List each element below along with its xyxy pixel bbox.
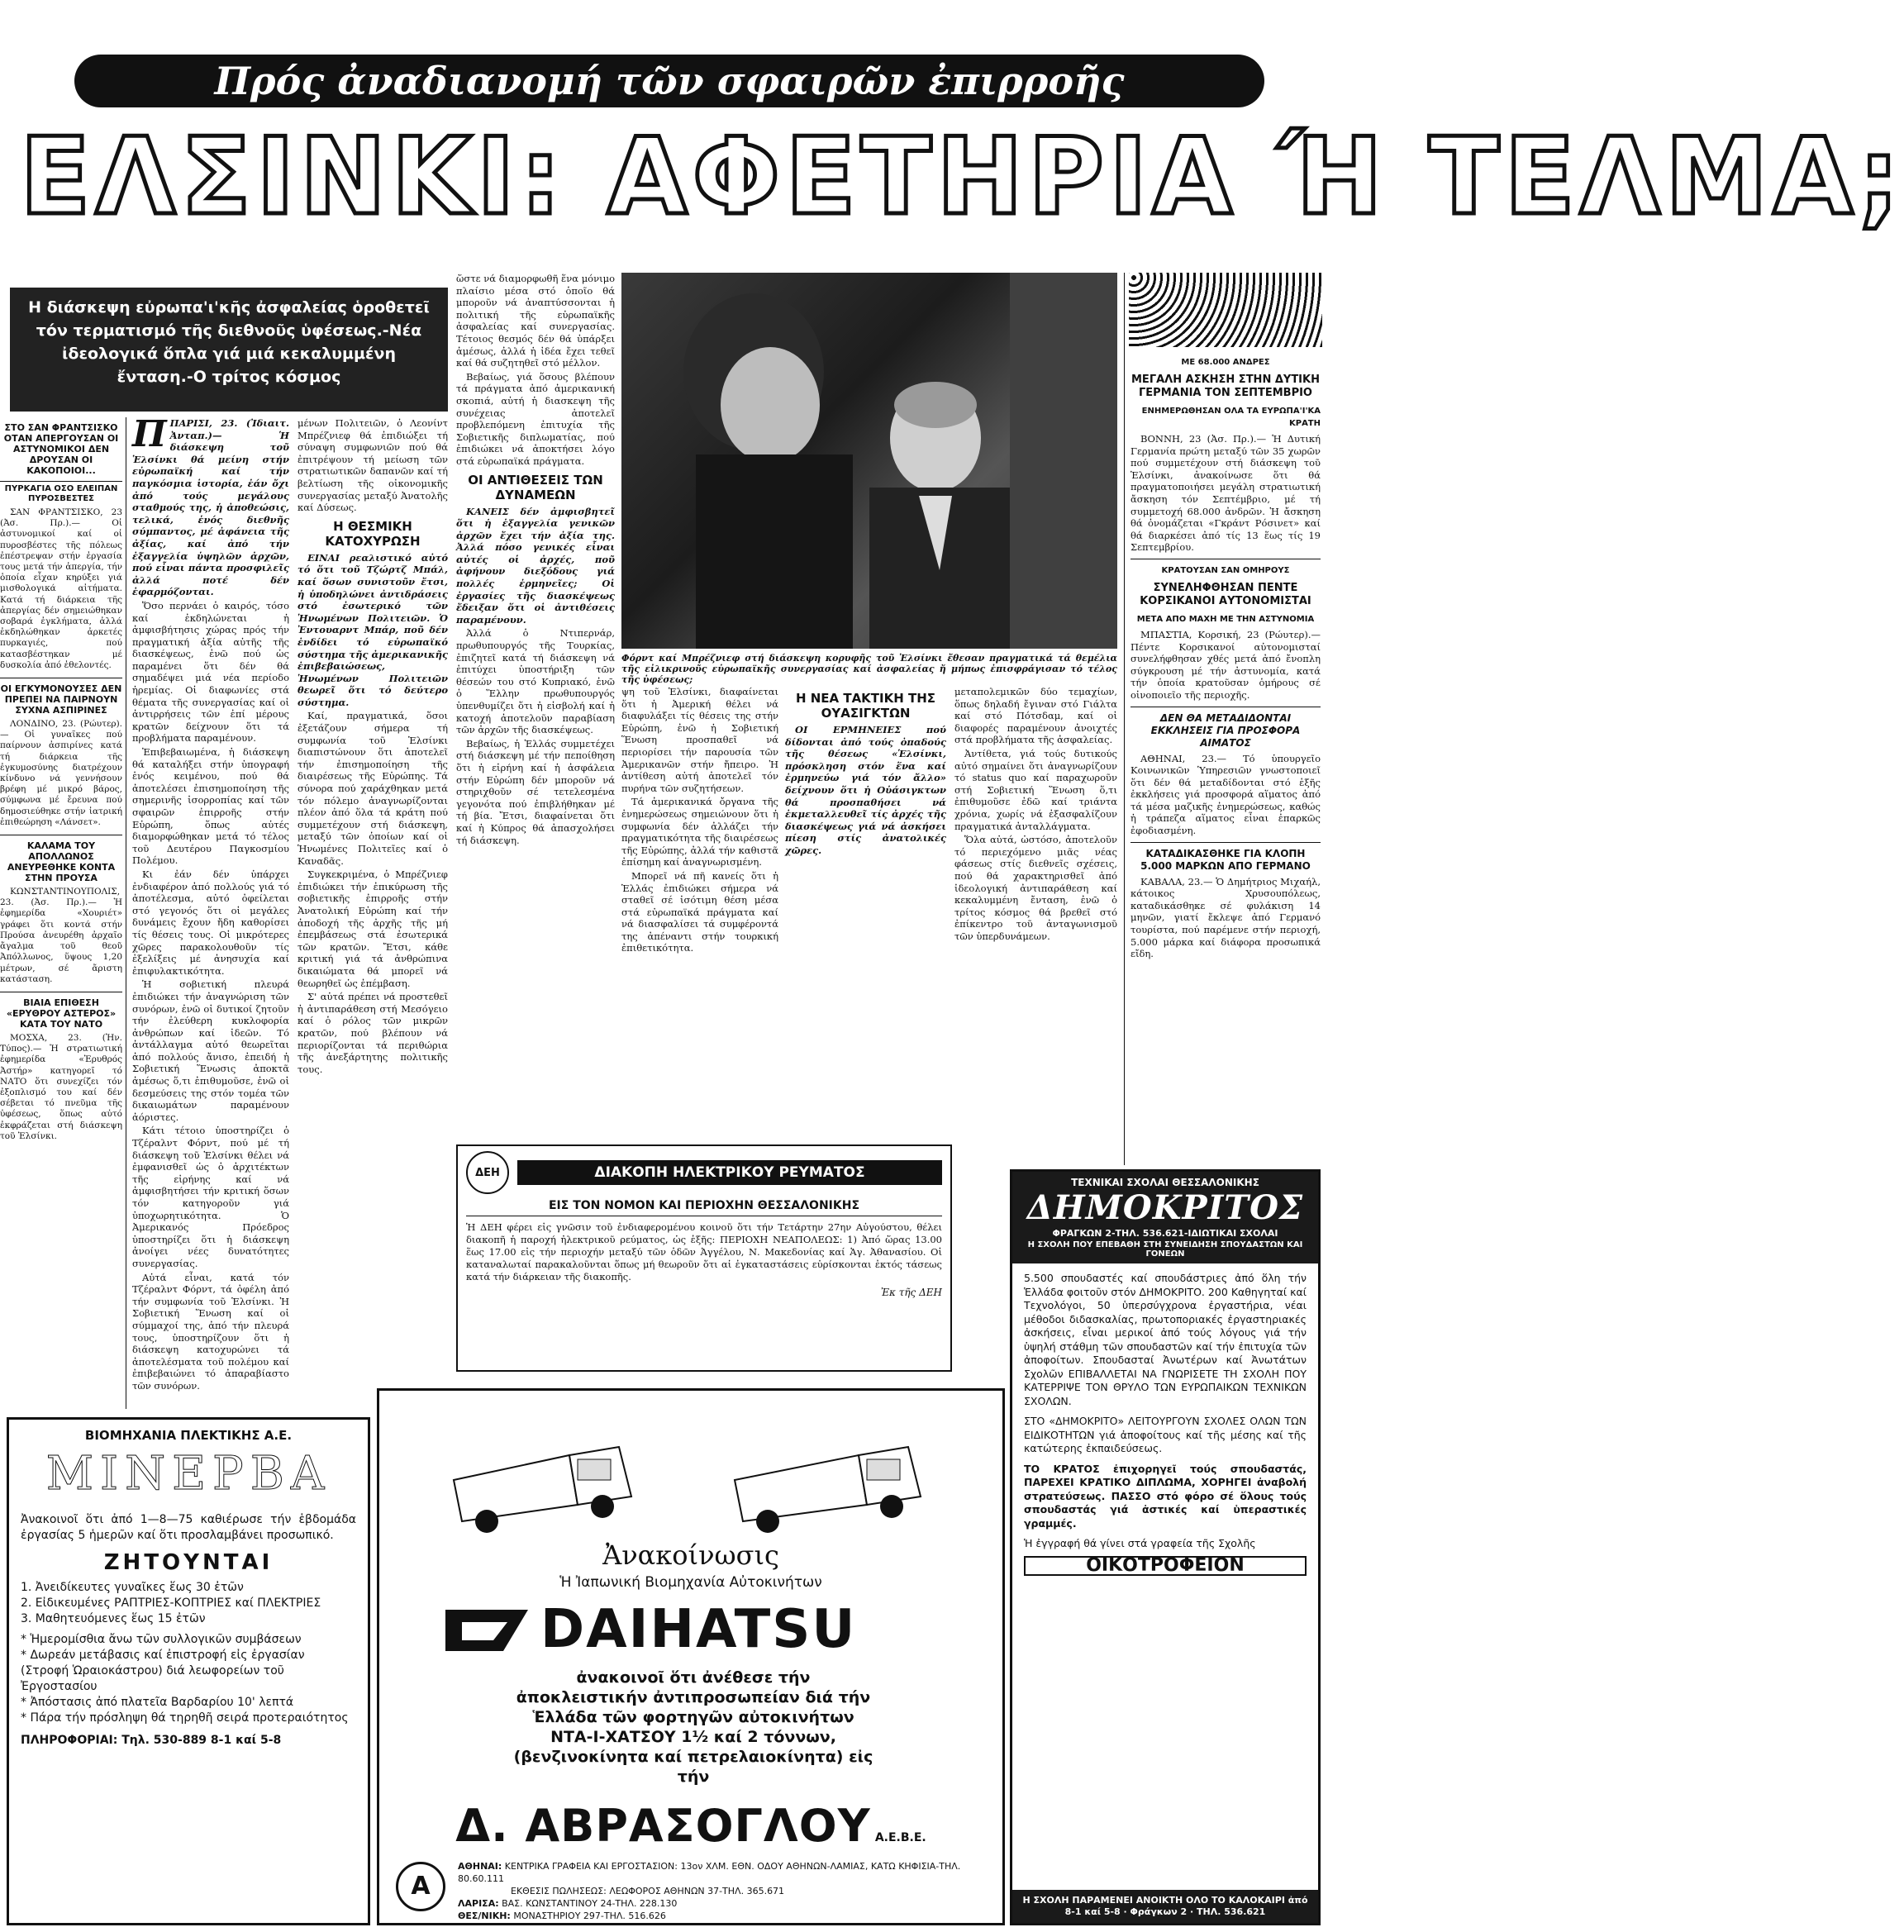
- right-news-3-head: ΔΕΝ ΘΑ ΜΕΤΑΔΙΔΟΝΤΑΙ ΕΚΚΛΗΣΕΙΣ ΓΙΑ ΠΡΟΣΦΟΡΑ ΑΙΜΑΤΟΣ: [1150, 711, 1301, 749]
- main-article-lead: [132, 413, 289, 598]
- address-2: ΕΚΘΕΣΙΣ ΠΩΛΗΣΕΩΣ: ΛΕΩΦΟΡΟΣ ΑΘΗΝΩΝ 37-ΤΗΛ. 365.671: [511, 1886, 785, 1896]
- democritos-p3: ΤΟ ΚΡΑΤΟΣ ἐπιχορηγεῖ τούς σπουδαστάς, ΠΑΡΕΧΕΙ ΚΡΑΤΙΚΟ ΔΙΠΛΩΜΑ, ΧΟΡΗΓΕΙ ἀναβολή στρατεύσεως. ΠΑΣΣΟ στό φόρο σέ ὅλους τούς σπουδαστάς γιά ἀστικές καί ὑπεραστικές γραμμές.: [1024, 1462, 1307, 1530]
- news-item-3-head: ΚΑΛΑΜΑ ΤΟΥ ΑΠΟΛΛΩΝΟΣ ΑΝΕΥΡΕΘΗΚΕ ΚΟΝΤΑ ΣΤΗΝ ΠΡΟΥΣΑ: [7, 840, 116, 884]
- minerva-heading: ΖΗΤΟΥΝΤΑΙ: [103, 1550, 274, 1575]
- right-pattern-box: [1129, 273, 1322, 347]
- minerva-item-3: 3. Μαθητευόμενες ἕως 15 ἐτῶν: [21, 1612, 206, 1625]
- minerva-item-2: 2. Εἰδικευμένες ΡΑΠΤΡΙΕΣ-ΚΟΠΤΡΙΕΣ καί ΠΛΕΚΤΡΙΕΣ: [21, 1597, 321, 1610]
- avrasoglou-logo-icon: Α: [396, 1862, 445, 1911]
- col-b-heading: Η ΘΕΣΜΙΚΗ ΚΑΤΟΧΥΡΩΣΗ: [325, 518, 421, 549]
- lead-box-text: Η διάσκεψη εὐρωπα'ι'κῆς ἀσφαλείας ὁροθετεῖ τόν τερματισμό τῆς διεθνοῦς ὑφέσεως.-Νέα ἰδεολογικά ὅπλα γιά μιά κεκαλυμμένη ἔνταση.-Ο τρίτος κόσμος: [28, 298, 430, 386]
- col-c-p5: Βεβαίως, ἡ Ἑλλάς συμμετέχει στή διάσκεψη μέ τήν πεποίθηση ὅτι ἡ εἰρήνη καί ἡ ἀσφάλεια στήν Εὐρώπη δέν μποροῦν νά στηριχθοῦν σέ τετελεσμένα γεγονότα πού ἐπιβλήθηκαν μέ τή βία. Ἔτσι, διαφαίνεται ὅτι καί ἡ Κύπρος θά ἀπασχολήσει τή διάσκεψη.: [456, 737, 615, 846]
- democritos-p4: Ἡ ἐγγραφή θά γίνει στά γραφεία τῆς Σχολῆς: [1024, 1537, 1256, 1549]
- main-intro: — Ἡ διάσκεψη τοῦ Ἑλσίνκι θά μείνη στήν εὐρωπαϊκή καί τήν παγκόσμια ἱστορία, ἐάν ὄχι ἀπό τούς μεγάλους σταθμούς της, ἡ ἀποθεώσις, τελικά, ἑνός διεθνῆς σύμπαντος, μέ ἀφάνεια τῆς ἀξίας, καί ἀπό τήν ἐξαγγελία ὑψηλῶν ἀρχῶν, πού εἶναι πάντα προσφιλεῖς ἀλλά ποτέ δέν ἐφαρμόζονται.: [132, 429, 289, 598]
- news-item-2-head: ΟΙ ΕΓΚΥΜΟΝΟΥΣΕΣ ΔΕΝ ΠΡΕΠΕΙ ΝΑ ΠΑΙΡΝΟΥΝ ΣΥΧΝΑ ΑΣΠΙΡΙΝΕΣ: [0, 683, 122, 716]
- right-d-p2: Ἀντίθετα, γιά τούς δυτικούς αὐτό σημαίνει ὅτι ἀναγνωρίζουν τό status quo καί παραχωροῦν στή Σοβιετική Ἕνωση ὅ,τι ἐπιθυμοῦσε ἐδῶ καί τριάντα χρόνια, χωρίς νά ἐξασφαλίζουν πραγματικά ἀνταλλάγματα.: [954, 747, 1117, 832]
- col-c-p4: Ἀλλά ὁ Ντιπερνάρ, πρωθυπουργός τῆς Τουρκίας, ἐπιζητεῖ κατά τή διάσκεψη νά ἐπιτύχει ὑποστήριξη τῶν θέσεών του στό Κυπριακό, ἐνῶ ὁ Ἕλλην πρωθυπουργός ὑπενθυμίζει ὅτι ἡ εἰσβολή καί ἡ κατοχή ἀποτελοῦν παραβίαση τῶν ἀρχῶν τῆς διασκέψεως.: [456, 627, 615, 736]
- daihatsu-dealer-name: Δ. ΑΒΡΑΣΟΓΛΟΥ: [455, 1800, 871, 1852]
- daihatsu-ad: [377, 1388, 1005, 1925]
- main-article-p2: Ἐπιβεβαιωμένα, ἡ διάσκεψη θά καταλήξει στήν ὑπογραφή ἑνός κειμένου, πού θά ἀποτελέσει ἐπισημοποίηση τῆς σημερινῆς ἰσορροπίας καί τῶν σφαιρῶν ἐπιρροῆς στήν Εὐρώπη, ὅπως αὐτές διαμορφώθηκαν μετά τό τέλος τοῦ Δευτέρου Παγκοσμίου Πολέμου.: [132, 746, 289, 867]
- truck-right-icon: [735, 1447, 921, 1533]
- minerva-ad: [7, 1417, 370, 1925]
- lower-middle-p4: Μπορεῖ νά πῆ κανείς ὅτι ἡ Ἑλλάς ἐπιδιώκει σήμερα νά σταθεῖ σέ ἰσότιμη θέση μέσα στά εὐρωπαϊκά πράγματα καί νά διασφαλίσει τά συμφέροντά της ἀπέναντι στήν τουρκική ἐπιθετικότητα.: [621, 869, 778, 954]
- dei-body: Ἡ ΔΕΗ φέρει εἰς γνῶσιν τοῦ ἐνδιαφερομένου κοινοῦ ὅτι τήν Τετάρτην 27ην Αὐγούστου, θέλει διακοπῆ ἡ παροχή ἠλεκτρικοῦ ρεύματος, ὡς ἑξῆς: ΠΕΡΙΟΧΗ ΝΕΑΠΟΛΕΩΣ: 1) Ἀπό ὥρας 13.00 ἕως 17.00 εἰς τήν περιοχήν μεταξύ τῶν ὁδῶν Ἀγγέλου, Ν. Μακεδονίας καί Ἁγ. Ἀθανασίου. Οἱ καταναλωταί παρακαλοῦνται ὅπως μή θεωροῦν ὅτι αἱ ἐγκαταστάσεις εὑρίσκονται ἐκτός τάσεως κατά τήν διάρκειαν τῆς διακοπῆς.: [466, 1221, 942, 1282]
- daihatsu-dealer-suffix: Α.Ε.Β.Ε.: [874, 1831, 926, 1844]
- truck-illustrations: [379, 1397, 1002, 1538]
- dropcap-p: Π: [132, 413, 167, 455]
- news-item-1-sub: ΠΥΡΚΑΓΙΑ ΟΣΟ ΕΛΕΙΠΑΝ ΠΥΡΟΣΒΕΣΤΕΣ: [0, 481, 122, 504]
- democritos-header: [1012, 1172, 1318, 1263]
- dei-sign: Ἐκ τῆς ΔΕΗ: [880, 1287, 942, 1298]
- lower-middle-p1: ψη τοῦ Ἑλσίνκι, διαφαίνεται ὅτι ἡ Ἀμερική θέλει νά διαφυλάξει τίς θέσεις της στήν Εὐρώπη, ἐνῶ ἡ Σοβιετική Ἕνωση προσπαθεῖ νά περιορίσει τήν παρουσία τῶν Ἀμερικανῶν στήν ἤπειρο. Ἡ ἀντίθεση αὐτή ἀποτελεῖ τόν πυρήνα τῶν συζητήσεων.: [621, 686, 778, 794]
- news-item-3-body: ΚΩΝΣΤΑΝΤΙΝΟΥΠΟΛΙΣ, 23. (Ἀσ. Πρ.).— Ἡ ἐφημερίδα «Χουριέτ» γράφει ὅτι κοντά στήν Προύσα ἀνευρέθη ἀρχαῖο ἄγαλμα τοῦ θεοῦ Ἀπόλλωνος, ὕψους 1,20 μέτρων, σέ ἄριστη κατάσταση.: [0, 887, 122, 984]
- right-news-2-pre: ΚΡΑΤΟΥΣΑΝ ΣΑΝ ΟΜΗΡΟΥΣ: [1161, 565, 1290, 575]
- right-news-4-body: ΚΑΒΑΛΑ, 23.— Ὁ Δημήτριος Μιχαήλ, κάτοικος Χρυσουπόλεως, καταδικάσθηκε σέ φυλάκιση 14 μηνῶν, γιατί ἔκλεψε ἀπό Γερμανό τουρίστα, πού παρέμενε στήν περιοχή, 5.000 μάρκα καί διάφορα προσωπικά εἴδη.: [1130, 875, 1321, 960]
- minerva-item-5: * Δωρεάν μετάβασις καί ἐπιστροφή εἰς ἐργασίαν (Στροφή Ὡραιοκάστρου) διά λεωφορείων τοῦ Ἐργοστασίου: [21, 1649, 305, 1693]
- lower-middle-p2: Τά ἀμερικανικά ὄργανα τῆς ἐνημερώσεως σημειώνουν ὅτι ἡ συμφωνία δέν ἀλλάζει τήν πραγματικότητα τῆς διαιρέσεως τῆς Εὐρώπης, ἀλλά τήν καθιστᾶ ἐπίσημη καί ἀναγνωρισμένη.: [621, 796, 778, 868]
- minerva-item-6: * Ἀπόστασις ἀπό πλατεῖα Βαρδαρίου 10' λεπτά: [21, 1696, 294, 1709]
- news-item-4: [0, 992, 122, 1142]
- right-news-2: [1130, 559, 1321, 702]
- dei-logo-icon: ΔΕΗ: [466, 1151, 509, 1194]
- democritos-body: [1012, 1263, 1318, 1584]
- right-news-1: [1130, 356, 1321, 554]
- right-column-d: [954, 686, 1117, 1140]
- lower-middle-column-1: [621, 686, 778, 1140]
- democritos-pre: ΤΕΧΝΙΚΑΙ ΣΧΟΛΑΙ ΘΕΣΣΑΛΟΝΙΚΗΣ: [1071, 1177, 1259, 1188]
- article-column-b: [298, 417, 448, 1409]
- democritos-address: ΦΡΑΓΚΩΝ 2-ΤΗΛ. 536.621-ΙΔΙΩΤΙΚΑΙ ΣΧΟΛΑΙ: [1052, 1228, 1278, 1239]
- daihatsu-brand: DAIHATSU: [540, 1599, 857, 1660]
- main-article-p5: Κάτι τέτοιο ὑποστηρίζει ὁ Τζέραλντ Φόρντ, πού μέ τή διάσκεψη τοῦ Ἑλσίνκι θέλει νά ἐμφανισθεῖ ὡς ὁ ἀρχιτέκτων τῆς εἰρήνης καί νά ἀμφισβητήσει τήν κριτική ὅσων τόν κατηγοροῦν γιά ὑποχωρητικότητα. Ὁ Ἀμερικανός Πρόεδρος ὑποστηρίζει ὅτι ἡ διάσκεψη ἀνοίγει νέες δυνατότητες συνεργασίας.: [132, 1125, 289, 1269]
- col-c-p3: ΚΑΝΕΙΣ δέν ἀμφισβητεῖ ὅτι ἡ ἐξαγγελία γενικῶν ἀρχῶν ἔχει τήν ἀξία της. Ἀλλά πόσο γενικές εἶναι αὐτές οἱ ἀρχές, ποῦ ἀφήνουν διεξόδους γιά πολλές ἑρμηνεῖες; Οἱ ἐργασίες τῆς διασκέψεως ἔδειξαν ὅτι οἱ ἀντιθέσεις παραμένουν.: [456, 505, 615, 626]
- col-c-p1: ὥστε νά διαμορφωθῆ ἕνα μόνιμο πλαίσιο μέσα στό ὁποῖο θά μποροῦν νά ἀναπτύσσονται ἡ πολιτική τῆς εὐρωπαϊκῆς ἀσφαλείας καί συνεργασίας. Τέτοιος θεσμός δέν θά ὑπάρξει ἀμέσως, ἀλλά ἡ ἰδέα ἔχει τεθεῖ καί θά συζητηθεῖ στό μέλλον.: [456, 273, 615, 369]
- right-news-4: [1130, 842, 1321, 960]
- main-dateline: ΠΑΡΙΣΙ, 23. (Ἰδιαιτ. Ἀνταπ.): [169, 417, 289, 441]
- right-news-1-body: ΒΟΝΝΗ, 23 (Ἀσ. Πρ.).— Ἡ Δυτική Γερμανία πρώτη μεταξύ τῶν 35 χωρῶν πού συμμετέχουν στή διάσκεψη τοῦ Ἑλσίνκι, ἀνακοίνωσε ὅτι θά πραγματοποιήσει μεγάλη στρατιωτική ἄσκηση τόν Σεπτέμβριο, μέ τή συμμετοχή 68.000 ἀνδρῶν. Ἡ ἄσκηση θά ὀνομάζεται «Γκράντ Ρόσινετ» καί θά διαρκέσει ἀπό τίς 13 ἕως τίς 19 Σεπτεμβρίου.: [1130, 433, 1321, 554]
- main-article-p3: Κι ἐάν δέν ὑπάρχει ἐνδιαφέρον ἀπό πολλούς γιά τό ἀποτέλεσμα, αὐτό ὀφείλεται στό γεγονός ὅτι οἱ μεγάλες δυνάμεις ἔχουν ἤδη καθορίσει τίς θέσεις τους. Οἱ μικρότερες χῶρες παρακολουθοῦν τίς ἐξελίξεις μέ ἀνησυχία καί ἐπιφυλακτικότητα.: [132, 868, 289, 977]
- democritos-board: ΟΙΚΟΤΡΟΦΕΙΟΝ: [1024, 1556, 1307, 1577]
- address-4: ΘΕΣ/ΝΙΚΗ: ΜΟΝΑΣΤΗΡΙΟΥ 297-ΤΗΛ. 516.626: [458, 1911, 666, 1921]
- democritos-ad: [1010, 1169, 1321, 1925]
- daihatsu-addresses: [458, 1860, 987, 1922]
- col-c-heading: ΟΙ ΑΝΤΙΘΕΣΕΙΣ ΤΩΝ ΔΥΝΑΜΕΩΝ: [468, 472, 603, 502]
- news-item-3: [0, 835, 122, 985]
- daihatsu-dealer: [379, 1800, 1002, 1852]
- democritos-tag: Η ΣΧΟΛΗ ΠΟΥ ΕΠΕΒΑΘΗ ΣΤΗ ΣΥΝΕΙΔΗΣΗ ΣΠΟΥΔΑΣΤΩΝ ΚΑΙ ΓΟΝΕΩΝ: [1027, 1240, 1303, 1259]
- minerva-contact: ΠΛΗΡΟΦΟΡΙΑΙ: Τηλ. 530-889 8-1 καί 5-8: [21, 1734, 282, 1747]
- headline: ΕΛΣΙΝΚΙ: ΑΦΕΤΗΡΙΑ Ή ΤΕΛΜΑ;: [19, 116, 1904, 239]
- daihatsu-logo-icon: [445, 1606, 536, 1655]
- main-article-p1: Ὅσο περνάει ὁ καιρός, τόσο καί ἐκδηλώνεται ἡ ἀμφισβήτησις χώρας πρός τήν πραγματική ἀξία αὐτῆς τῆς διασκέψεως, ἐνῶ πού ὡς παραμένει ὅτι δέν θά σημαδέψει μιά νέα περίοδο ἠρεμίας. Οἱ διαφωνίες στά θέματα τῆς συνεργασίας καί οἱ ἀντιρρήσεις τῶν ἐπί μέρους κρατῶν δείχνουν ὅτι τά προβλήματα παραμένουν.: [132, 599, 289, 745]
- right-d-p3: Ὅλα αὐτά, ὡστόσο, ἀποτελοῦν τό περιεχόμενο μιᾶς νέας φάσεως στίς διεθνεῖς σχέσεις, πού θά χαρακτηρισθεῖ ἀπό ἰδεολογική ἀντιπαράθεση καί κεκαλυμμένη ἔνταση, ἐνῶ ὁ τρίτος κόσμος θά βρεθεῖ στό ἐπίκεντρο τοῦ ἀνταγωνισμοῦ τῶν ὑπερδυνάμεων.: [954, 834, 1117, 942]
- col-b-p2: ΕΙΝΑΙ ρεαλιστικό αὐτό τό ὅτι τοῦ Τζώρτζ Μπάλ, καί ὅσων συνιστοῦν ἔτσι, ἡ ὑποδηλώνει ἀντιδράσεις στό ἐσωτερικό τῶν Ἡνωμένων Πολιτειῶν. Ὁ Ἐντουαρντ Μπάρ, ποῦ δέν ἐνδίδει τό εὐρωπαϊκό σύστημα τῆς ἀμερικανικῆς ἐπιβεβαιώσεως, Ἡνωμένων Πολιτειῶν θεωρεῖ ὅτι τό δεύτερο σύστημα.: [298, 551, 448, 708]
- col-b-p5: Σ' αὐτά πρέπει νά προστεθεῖ ἡ ἀντιπαράθεση στή Μεσόγειο καί ὁ ρόλος τῶν μικρῶν κρατῶν, πού βλέπουν νά περιορίζονται τά περιθώρια τῆς ἀνεξάρτητης πολιτικῆς τους.: [298, 991, 448, 1075]
- address-3: ΛΑΡΙΣΑ: ΒΑΣ. ΚΩΝΣΤΑΝΤΙΝΟΥ 24-ΤΗΛ. 228.130: [458, 1898, 678, 1909]
- supertitle: Πρός ἀναδιανομή τῶν σφαιρῶν ἐπιρροῆς: [214, 59, 1125, 103]
- right-news-4-head: ΚΑΤΑΔΙΚΑΣΘΗΚΕ ΓΙΑ ΚΛΟΠΗ 5.000 ΜΑΡΚΩΝ ΑΠΟ ΓΕΡΜΑΝΟ: [1140, 847, 1311, 872]
- news-item-1-body: ΣΑΝ ΦΡΑΝΤΣΙΣΚΟ, 23 (Ἀσ. Πρ.).— Οἱ ἀστυνομικοί καί οἱ πυροσβέστες τῆς πόλεως ἐπέστρεψαν στήν ἐργασία τους μετά τήν ἀπεργία, τήν ὁποία εἶχαν κηρύξει γιά μισθολογικά αἰτήματα. Κατά τή διάρκεια τῆς ἀπεργίας δέν σημειώθηκαν σοβαρά ἐγκλήματα, ἀλλά ἐκδηλώθηκαν ἀρκετές πυρκαγιές, πού κατασβέστηκαν μέ δυσκολία ἀπό ἐθελοντές.: [0, 507, 122, 670]
- right-news-3: [1130, 707, 1321, 837]
- right-news-column: [1130, 351, 1321, 1165]
- col-b-p3: Καί, πραγματικά, ὅσοι ἐξετάζουν σήμερα τή συμφωνία τοῦ Ἑλσίνκι διαπιστώνουν ὅτι ἀποτελεῖ τήν ἐπισημοποίηση τῆς διαιρέσεως τῆς Εὐρώπης. Τά σύνορα πού χαράχθηκαν μετά τόν πόλεμο ἀναγνωρίζονται πλέον ἀπό ὅλα τά κράτη πού συμμετέχουν στή διάσκεψη, μεταξύ τῶν ὁποίων καί οἱ Ἡνωμένες Πολιτεῖες καί ὁ Καναδᾶς.: [298, 710, 448, 867]
- right-news-1-pre: ΜΕ 68.000 ΑΝΔΡΕΣ: [1181, 358, 1270, 367]
- daihatsu-title: Ἀνακοίνωσις: [602, 1539, 779, 1571]
- democritos-brand: ΔΗΜΟΚΡΙΤΟΣ: [1026, 1188, 1304, 1227]
- minerva-item-1: 1. Ἀνειδίκευτες γυναῖκες ἕως 30 ἐτῶν: [21, 1581, 244, 1594]
- news-item-1: [0, 422, 122, 671]
- news-item-4-body: ΜΟΣΧΑ, 23. (Ἡν. Τύπος).— Ἡ στρατιωτική ἐφημερίδα «Ἐρυθρός Ἀστήρ» κατηγορεῖ τό ΝΑΤΟ ὅτι συνεχίζει τόν ἐξοπλισμό του καί δέν σέβεται τό πνεῦμα τῆς ὑφέσεως, ὅπως αὐτό ἐκφράζεται στή διάσκεψη τοῦ Ἑλσίνκι.: [0, 1032, 122, 1141]
- right-column-divider: [1124, 273, 1125, 1165]
- minerva-item-7: * Πάρα τήν πρόσληψη θά τηρηθῆ σειρά προτεραιότητος: [21, 1711, 349, 1725]
- lead-box: [10, 288, 448, 412]
- address-1: ΑΘΗΝΑΙ: ΚΕΝΤΡΙΚΑ ΓΡΑΦΕΙΑ ΚΑΙ ΕΡΓΟΣΤΑΣΙΟΝ: 13ον ΧΛΜ. ΕΘΝ. ΟΔΟΥ ΑΘΗΝΩΝ-ΛΑΜΙΑΣ, ΚΑΤΩ ΚΗΦΙΣΙΑ-ΤΗΛ. 80.60.111: [458, 1861, 961, 1884]
- dei-subtitle: ΕΙΣ ΤΟΝ ΝΟΜΟΝ ΚΑΙ ΠΕΡΙΟΧΗΝ ΘΕΣΣΑΛΟΝΙΚΗΣ: [466, 1199, 942, 1216]
- news-item-1-head: ΣΤΟ ΣΑΝ ΦΡΑΝΤΣΙΣΚΟ ΟΤΑΝ ΑΠΕΡΓΟΥΣΑΝ ΟΙ ΑΣΤΥΝΟΜΙΚΟΙ ΔΕΝ ΔΡΟΥΣΑΝ ΟΙ ΚΑΚΟΠΟΙΟΙ...: [3, 422, 119, 476]
- truck-left-icon: [454, 1447, 631, 1533]
- photo-caption: Φόρντ καί Μπρέζνιεφ στή διάσκεψη κορυφῆς τοῦ Ἑλσίνκι ἔθεσαν πραγματικά τά θεμέλια τῆς εἰλικρινοῦς εὐρωπαϊκῆς συνεργασίας καί ἀσφαλείας ἤ μήπως ἐπισφράγισαν τό τέλος τῆς ὑφέσεως;: [621, 653, 1117, 685]
- news-item-2-body: ΛΟΝΔΙΝΟ, 23. (Ρώυτερ).— Οἱ γυναῖκες πού παίρνουν ἀσπιρίνες κατά τή διάρκεια τῆς ἐγκυμοσύνης διατρέχουν κίνδυνο νά γεννήσουν βρέφη μέ μικρό βάρος, σύμφωνα μέ ἔρευνα πού δημοσιεύθηκε στήν ἰατρική ἐπιθεώρηση «Λάνσετ».: [0, 719, 122, 827]
- right-news-3-body: ΑΘΗΝΑΙ, 23.— Τό ὑπουργεῖο Κοινωνικῶν Ὑπηρεσιῶν γνωστοποιεῖ ὅτι δέν θά μεταδίδονται στό ἑξῆς ἐκκλήσεις γιά προσφορά αἵματος ἀπό τά μέσα μαζικῆς ἐνημερώσεως, καθώς ἡ τράπεζα αἵματος εἶναι ἐπαρκῶς ἐφοδιασμένη.: [1130, 752, 1321, 837]
- right-news-2-sub: ΜΕΤΑ ΑΠΟ ΜΑΧΗ ΜΕ ΤΗΝ ΑΣΤΥΝΟΜΙΑ: [1136, 614, 1315, 624]
- left-news-column: [0, 417, 122, 1409]
- minerva-company: ΒΙΟΜΗΧΑΝΙΑ ΠΛΕΚΤΙΚΗΣ Α.Ε.: [84, 1428, 293, 1443]
- right-d-p1: μεταπολεμικῶν δύο τεμαχίων, ὅπως δηλαδή ἔγιναν στό Γιάλτα καί στό Πότσδαμ, καί οἱ διαφορές παραμένουν ἀνοιχτές στά προβλήματα τῆς ἀσφαλείας.: [954, 686, 1117, 746]
- democritos-footer: Η ΣΧΟΛΗ ΠΑΡΑΜΕΝΕΙ ΑΝΟΙΚΤΗ ΟΛΟ ΤΟ ΚΑΛΟΚΑΙΡΙ ἀπό 8-1 καί 5-8 · Φράγκων 2 · ΤΗΛ. 536.621: [1012, 1890, 1318, 1923]
- minerva-item-4: * Ἡμερομίσθια ἄνω τῶν συλλογικῶν συμβάσεων: [21, 1633, 302, 1646]
- dei-title: ΔΙΑΚΟΠΗ ΗΛΕΚΤΡΙΚΟΥ ΡΕΥΜΑΤΟΣ: [517, 1160, 942, 1185]
- right-news-1-head: ΜΕΓΑΛΗ ΑΣΚΗΣΗ ΣΤΗΝ ΔΥΤΙΚΗ ΓΕΡΜΑΝΙΑ ΤΟΝ ΣΕΠΤΕΜΒΡΙΟ: [1131, 374, 1320, 399]
- article-column-c: [456, 273, 615, 1140]
- photo-figures: [621, 273, 1117, 649]
- photo-ford-brezhnev: [621, 273, 1117, 649]
- minerva-brand: ΜΙΝΕΡΒΑ: [45, 1447, 331, 1501]
- lower-middle-p3: ΟΙ ΕΡΜΗΝΕΙΕΣ πού δίδονται ἀπό τούς ὀπαδούς τῆς θέσεως «Ἑλσίνκι, πρόσκληση στόν ἕνα καί ἐρμηνεύω γιά τόν ἄλλο» δείχνουν ὅτι ἡ Οὐάσιγκτων θά προσπαθήσει νά ἐκμεταλλευθεῖ τίς ἀρχές τῆς διασκέψεως γιά νά ἀσκήσει πίεση στίς ἀνατολικές χῶρες.: [785, 724, 946, 856]
- news-item-2: [0, 678, 122, 828]
- dei-notice: [456, 1144, 952, 1372]
- daihatsu-subtitle: Ἡ Ἰαπωνική Βιομηχανία Αὐτοκινήτων: [559, 1574, 822, 1591]
- right-news-1-sub: ΕΝΗΜΕΡΩΘΗΣΑΝ ΟΛΑ ΤΑ ΕΥΡΩΠΑ'Ι'ΚΑ ΚΡΑΤΗ: [1141, 407, 1321, 428]
- democritos-p1: 5.500 σπουδαστές καί σπουδάστριες ἀπό ὅλη τήν Ἑλλάδα φοιτοῦν στόν ΔΗΜΟΚΡΙΤΟ. 200 Καθηγηταί καί Τεχνολόγοι, 50 ὑπερσύγχρονα ἐργαστήρια, νέαι μέθοδοι διδασκαλίας, πρωτοποριακές ἐργαστηριακές ἀσκήσεις, εἶναι μερικοί ἀπό τούς λόγους γιά τήν ὑψηλή στάθμη τῶν σπουδαστῶν καί τήν ἐπιτυχία τῶν ἀποφοίτων. Σπουδασταί Ἀνωτέρων καί Ἀνωτάτων Σχολῶν ΕΠΙΒΑΛΛΕΤΑΙ ΝΑ ΓΝΩΡΙΣΕΤΕ ΤΗ ΣΧΟΛΗ ΠΟΥ ΚΑΤΕΡΡΙΨΕ ΤΟΝ ΘΡΥΛΟ ΤΩΝ ΕΥΡΩΠΑΙΚΩΝ ΤΕΧΝΙΚΩΝ ΣΧΟΛΩΝ.: [1024, 1272, 1307, 1407]
- main-article-p4: Ἡ σοβιετική πλευρά ἐπιδιώκει τήν ἀναγνώριση τῶν συνόρων, ἐνῶ οἱ δυτικοί ζητοῦν τήν ἐλεύθερη κυκλοφορία ἀνθρώπων καί ἰδεῶν. Τό ἀντάλλαγμα αὐτό θεωρεῖται ἀπό πολλούς ἄνισο, ἐπειδή ἡ Σοβιετική Ἕνωσις ἀποκτᾶ ἀμέσως ὅ,τι ἐπιθυμοῦσε, ἐνῶ οἱ δεσμεύσεις της στόν τομέα τῶν δικαιωμάτων παραμένουν ἀόριστες.: [132, 978, 289, 1123]
- news-item-4-head: ΒΙΑΙΑ ΕΠΙΘΕΣΗ «ΕΡΥΘΡΟΥ ΑΣΤΕΡΟΣ» ΚΑΤΑ ΤΟΥ ΝΑΤΟ: [6, 997, 117, 1030]
- daihatsu-body: ἀνακοινοῖ ὅτι ἀνέθεσε τήν ἀποκλειστικήν ἀντιπροσωπείαν διά τήν Ἑλλάδα τῶν φορτηγῶν αὐτοκινήτων ΝΤΑ-Ι-ΧΑΤΣΟΥ 1½ καί 2 τόννων, (βενζινοκίνητα καί πετρελαιοκίνητα) εἰς τήν: [513, 1668, 873, 1786]
- main-article-column: [132, 413, 289, 1409]
- col-b-p1: μένων Πολιτειῶν, ὁ Λεονίντ Μπρέζνιεφ θά ἐπιδιώξει τή σύναψη συμφωνιῶν πού θά ἐπιτρέψουν τή μείωση τῶν στρατιωτικῶν δαπανῶν καί τή βελτίωση τῆς οἰκονομικῆς συνεργασίας μεταξύ Ἀνατολῆς καί Δύσεως.: [298, 417, 448, 514]
- main-article-p6: Αὐτά εἶναι, κατά τόν Τζέραλντ Φόρντ, τά ὀφέλη ἀπό τήν συμφωνία τοῦ Ἑλσίνκι. Ἡ Σοβιετική Ἕνωση καί οἱ σύμμαχοί της, ἀπό τήν πλευρά τους, ὑποστηρίζουν ὅτι ἡ διάσκεψη κατοχυρώνει τά ἀποτελέσματα τοῦ πολέμου καί ἐπιβεβαιώνει τό ἀπαραβίαστο τῶν συνόρων.: [132, 1271, 289, 1392]
- lower-middle-heading: Η ΝΕΑ ΤΑΚΤΙΚΗ ΤΗΣ ΟΥΑΣΙΓΚΤΩΝ: [795, 691, 936, 721]
- col-c-p2: Βεβαίως, γιά ὅσους βλέπουν τά πράγματα ἀπό ἀμερικανική σκοπιά, αὐτή ἡ διασκεψη τῆς συνέχειας ἀποτελεῖ προβλεπόμενη ἐπιτυχία τῆς Σοβιετικῆς διπλωματίας, πού ἐπιδιώκει νά ἀποκτήσει λόγο στά εὐρωπαϊκά πράγματα.: [456, 370, 615, 467]
- col-b-p4: Συγκεκριμένα, ὁ Μπρέζνιεφ ἐπιδιώκει τήν ἐπικύρωση τῆς σοβιετικῆς ἐπιρροῆς στήν Ἀνατολική Εὐρώπη καί τήν ἀποδοχή τῆς ἀρχῆς τῆς μή ἐπεμβάσεως στά ἐσωτερικά τῶν κρατῶν. Ἔτσι, κάθε κριτική γιά τά ἀνθρώπινα δικαιώματα θά μπορεῖ νά θεωρηθεῖ ὡς ἐπέμβαση.: [298, 868, 448, 989]
- democritos-p2: ΣΤΟ «ΔΗΜΟΚΡΙΤΟ» ΛΕΙΤΟΥΡΓΟΥΝ ΣΧΟΛΕΣ ΟΛΩΝ ΤΩΝ ΕΙΔΙΚΟΤΗΤΩΝ γιά ἀποφοίτους καί τῆς μέσης καί τῆς κατώτερης ἐκπαιδεύσεως.: [1024, 1415, 1307, 1454]
- right-news-2-head: ΣΥΝΕΛΗΦΘΗΣΑΝ ΠΕΝΤΕ ΚΟΡΣΙΚΑΝΟΙ ΑΥΤΟΝΟΜΙΣΤΑΙ: [1140, 581, 1311, 607]
- dei-header: [466, 1151, 942, 1194]
- right-news-2-body: ΜΠΑΣΤΙΑ, Κορσική, 23 (Ρώυτερ).— Πέντε Κορσικανοί αὐτονομισταί συνελήφθησαν χθές μετά ἀπό ἔνοπλη σύγκρουση μέ τήν ἀστυνομία, κατά τήν ὁποία κρατοῦσαν ὁμήρους σέ οἰνοποιεῖο τῆς περιοχῆς.: [1130, 628, 1321, 701]
- minerva-intro: Ἀνακοινοῖ ὅτι ἀπό 1—8—75 καθιέρωσε τήν ἑβδομάδα ἐργασίας 5 ἡμερῶν καί ὅτι προσλαμβάνει προσωπικό.: [21, 1513, 356, 1542]
- lower-middle-column-2: [785, 686, 946, 1140]
